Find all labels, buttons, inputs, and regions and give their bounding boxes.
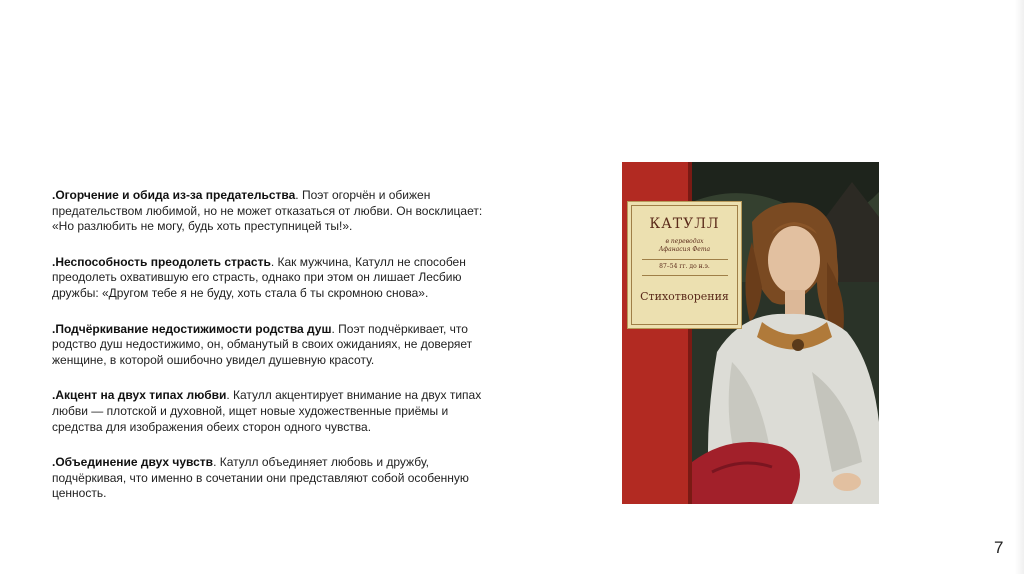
paragraph-text: . Катулл акцентирует внимание на двух типах любви — плотской и духовной, ищет новые художественные приёмы и средства для изображения обеих сторон одного чувства. [52,388,482,434]
cover-divider [642,275,728,276]
cover-divider [642,259,728,260]
paragraph-4 [52,388,492,435]
paragraph-2 [52,255,492,302]
cover-title: Стихотворения [640,290,729,303]
cover-translator [628,238,741,254]
page-number: 7 [994,538,1004,557]
cover-author: КАТУЛЛ [649,216,720,232]
paragraph-heading: .Акцент на двух типах любви [52,388,227,403]
paragraph-heading: .Неспособность преодолеть страсть [52,254,271,269]
paragraph-heading: .Объединение двух чувств [52,455,214,470]
paragraph-text: . Поэт подчёркивает, что родство душ недостижимо, он, обманутый в своих ожиданиях, не доверяет женщине, в которой ошибочно увидел душевную красоту. [52,321,473,367]
book-cover-image [622,162,879,504]
paragraph-5 [52,455,492,502]
text-block [52,188,492,522]
cover-title-label [627,201,742,329]
paragraph-3 [52,322,492,369]
paragraph-1 [52,188,492,235]
paragraph-text: . Поэт огорчён и обижен предательством любимой, но не может отказаться от любви. Он восклицает: «Но разлюбить не могу, будь хоть преступницей ты!». [52,188,483,234]
cover-translator-line2: Афанасия Фета [658,246,711,253]
cover-translator-line1: в переводах [665,238,704,245]
paragraph-heading: .Подчёркивание недостижимости родства душ [52,321,332,336]
paragraph-text: . Как мужчина, Катулл не способен преодолеть охватившую его страсть, однако при этом он лишает Лесбию дружбы: «Другом тебе я не буду, хоть стала б ты скромною снова». [52,254,466,300]
paragraph-text: . Катулл объединяет любовь и дружбу, подчёркивая, что именно в сочетании они представляют собой особенную ценность. [52,455,469,501]
paragraph-heading: .Огорчение и обида из-за предательства [52,188,296,202]
slide-edge [1015,0,1024,574]
cover-years: 87–54 гг. до н.э. [659,263,710,270]
